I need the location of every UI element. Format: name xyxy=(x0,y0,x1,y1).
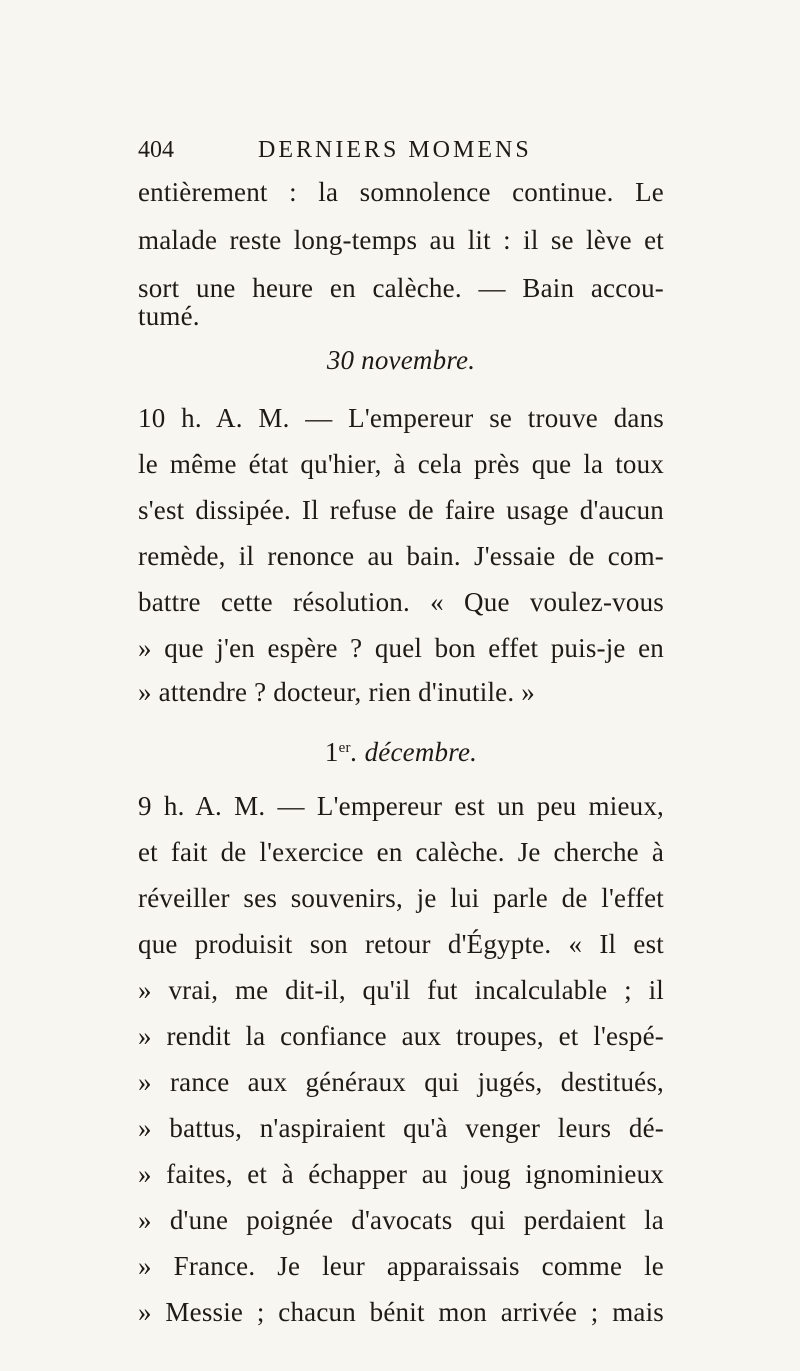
text-line: » que j'en espère ? quel bon effet puis-je en xyxy=(138,633,664,663)
text-line: le même état qu'hier, à cela près que la toux xyxy=(138,449,664,479)
date-text: . décembre. xyxy=(350,737,478,767)
text-line: » rance aux généraux qui jugés, destitués, xyxy=(138,1067,664,1097)
text-line: réveiller ses souvenirs, je lui parle de l'effet xyxy=(138,883,664,913)
text-line: » vrai, me dit-il, qu'il fut incalculable ; il xyxy=(138,975,664,1005)
text-line: remède, il renonce au bain. J'essaie de com- xyxy=(138,541,664,571)
date-heading xyxy=(138,728,664,772)
text-line: » Messie ; chacun bénit mon arrivée ; mais xyxy=(138,1297,664,1327)
text-line: sort une heure en calèche. — Bain accou- xyxy=(138,273,664,303)
text-line: malade reste long-temps au lit : il se lève et xyxy=(138,225,664,255)
text-line: » France. Je leur apparaissais comme le xyxy=(138,1251,664,1281)
date-number: 1 xyxy=(324,737,339,767)
text-line: » battus, n'aspiraient qu'à venger leurs dé- xyxy=(138,1113,664,1143)
text-line: que produisit son retour d'Égypte. « Il est xyxy=(138,929,664,959)
text-line: battre cette résolution. « Que voulez-vous xyxy=(138,587,664,617)
text-line: 10 h. A. M. — L'empereur se trouve dans xyxy=(138,403,664,433)
page-number: 404 xyxy=(138,137,174,163)
running-title: DERNIERS MOMENS xyxy=(258,137,532,163)
text-line: s'est dissipée. Il refuse de faire usage d'aucun xyxy=(138,495,664,525)
running-header xyxy=(138,130,664,170)
date-ordinal: er xyxy=(338,740,351,756)
text-line: » attendre ? docteur, rien d'inutile. » xyxy=(138,677,535,707)
text-line: » d'une poignée d'avocats qui perdaient la xyxy=(138,1205,664,1235)
text-line: » faites, et à échapper au joug ignominieux xyxy=(138,1159,664,1189)
text-line: » rendit la confiance aux troupes, et l'espé- xyxy=(138,1021,664,1051)
text-line: entièrement : la somnolence continue. Le xyxy=(138,177,664,207)
date-heading: 30 novembre. xyxy=(326,345,476,375)
text-line: et fait de l'exercice en calèche. Je cherche à xyxy=(138,837,664,867)
text-line: 9 h. A. M. — L'empereur est un peu mieux, xyxy=(138,791,664,821)
text-line: tumé. xyxy=(138,301,200,331)
